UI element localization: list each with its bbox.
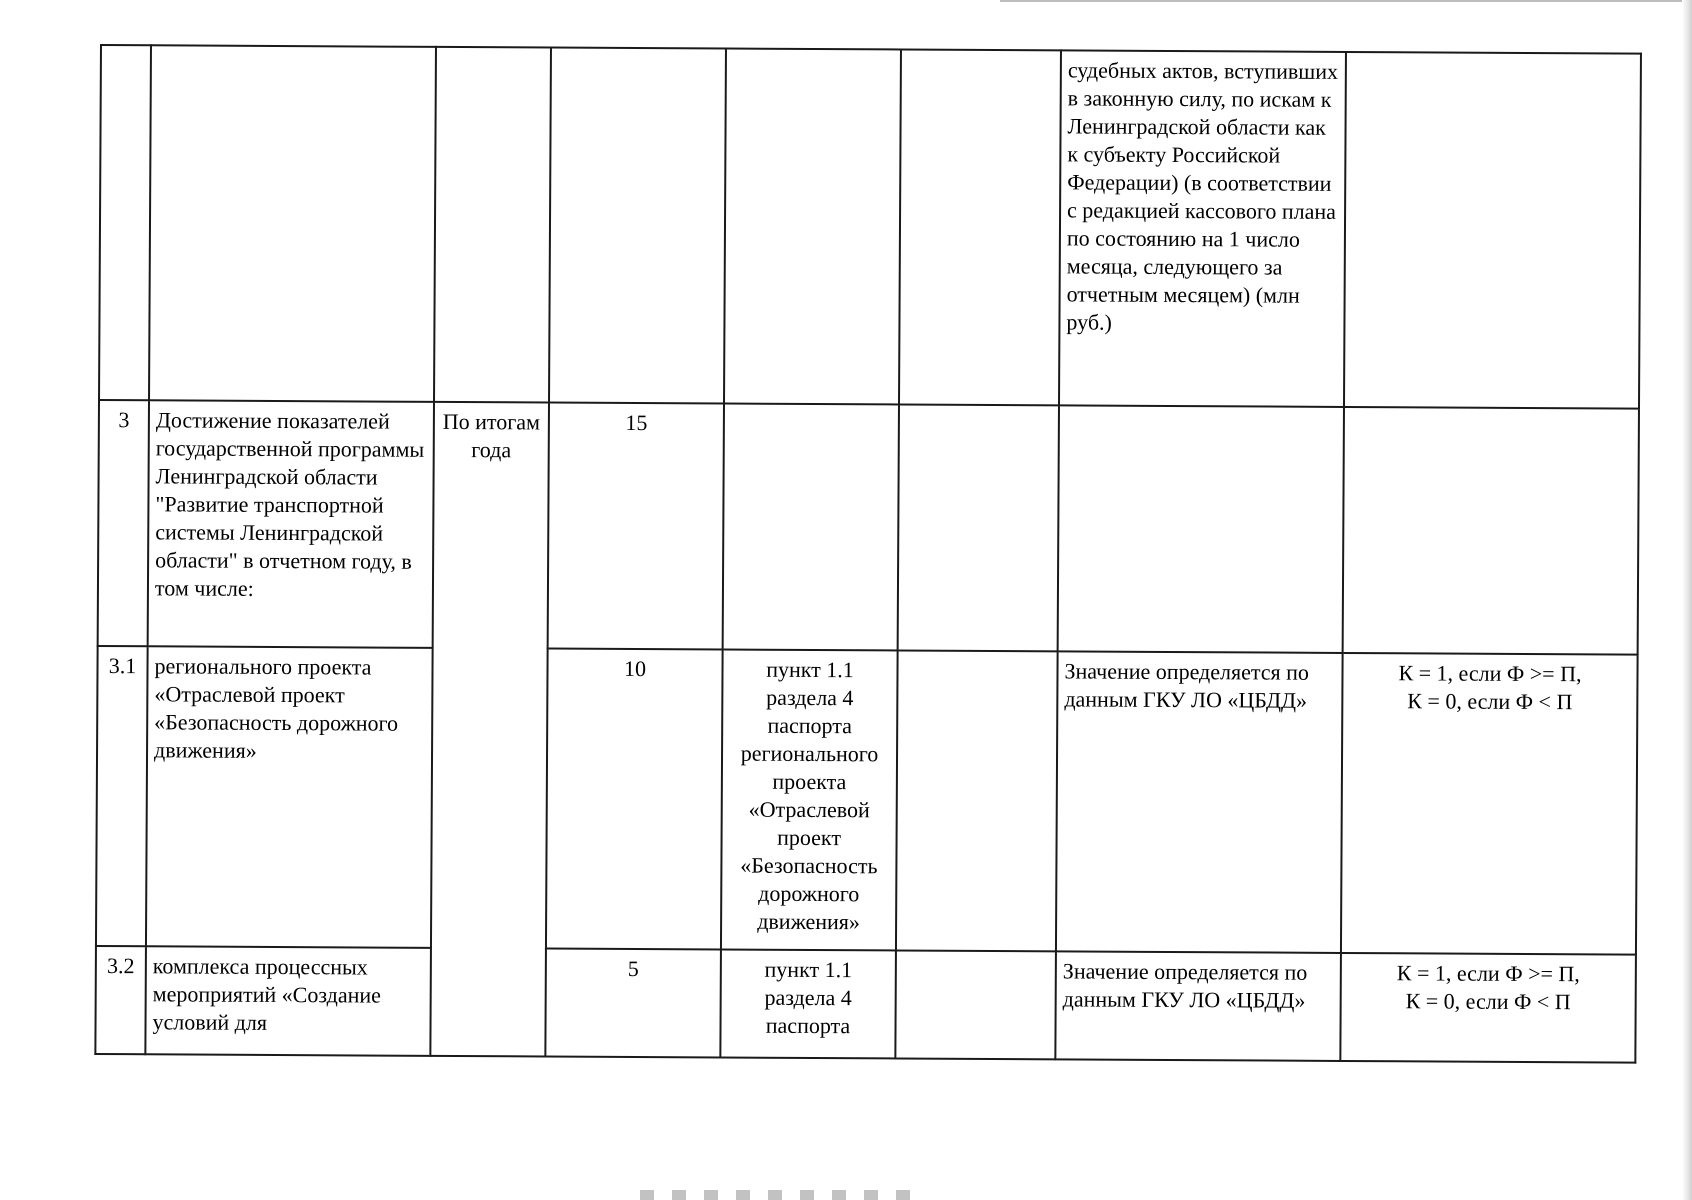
formula-line-2: К = 0, если Ф < П xyxy=(1407,688,1573,715)
indicator-name: комплекса процессных мероприятий «Создание условий для xyxy=(145,946,431,1056)
scan-edge-top xyxy=(1000,0,1692,2)
cell-col6 xyxy=(895,950,1056,1059)
cell-col6 xyxy=(898,404,1059,651)
cell-weight xyxy=(549,48,726,404)
data-source: пункт 1.1 раздела 4 паспорта регионального проекта «Отраслевой проект «Безопасность дорожного движения» xyxy=(721,649,898,950)
scan-edge-right xyxy=(1682,0,1692,1200)
table-row-3-1 xyxy=(96,646,1638,955)
cell-source xyxy=(724,48,901,404)
page-footer-mark xyxy=(640,1190,920,1200)
table-row-3 xyxy=(98,400,1639,655)
indicator-name: регионального проекта «Отраслевой проект «Безопасность дорожного движения» xyxy=(146,646,433,948)
row-number: 3 xyxy=(98,400,149,646)
cell-num xyxy=(99,45,151,400)
weight-value: 15 xyxy=(548,403,724,650)
table-row-3-2 xyxy=(95,946,1636,1063)
cell-method xyxy=(1058,405,1344,653)
indicators-table xyxy=(94,44,1642,1064)
row-number: 3.2 xyxy=(95,946,146,1054)
formula xyxy=(1341,653,1638,955)
table-row-continuation xyxy=(99,45,1641,409)
weight-value: 5 xyxy=(545,949,721,1058)
weight-value: 10 xyxy=(546,649,723,950)
formula-line-1: К = 1, если Ф >= П, xyxy=(1398,660,1582,687)
cell-col6 xyxy=(896,650,1058,951)
formula-line-1: К = 1, если Ф >= П, xyxy=(1396,960,1580,987)
cell-method-continued: судебных актов, вступивших в законную силу, по искам к Ленинградской области как к субъекту Российской Федерации) (в соответствии с редакцией кассового плана по состоянию на 1 число месяца, следующего за отчетным месяцем) (млн руб.) xyxy=(1059,50,1346,407)
formula-line-2: К = 0, если Ф < П xyxy=(1405,988,1571,1015)
row-number: 3.1 xyxy=(96,646,148,946)
formula xyxy=(1340,953,1636,1063)
calculation-method: Значение определяется по данным ГКУ ЛО «ЦБДД» xyxy=(1056,651,1343,953)
cell-formula xyxy=(1343,407,1639,655)
data-source: пункт 1.1 раздела 4 паспорта xyxy=(720,949,896,1058)
evaluation-period: По итогам года xyxy=(430,402,549,1057)
cell-col6 xyxy=(899,49,1061,405)
indicator-name: Достижение показателей государственной программы Ленинградской области "Развитие транспортной системы Ленинградской области" в отчетном году, в том числе: xyxy=(148,400,434,648)
cell-formula xyxy=(1344,52,1641,409)
cell-source xyxy=(723,403,899,650)
cell-name xyxy=(149,45,436,402)
calculation-method: Значение определяется по данным ГКУ ЛО «ЦБДД» xyxy=(1055,951,1341,1061)
cell-period xyxy=(434,47,551,403)
